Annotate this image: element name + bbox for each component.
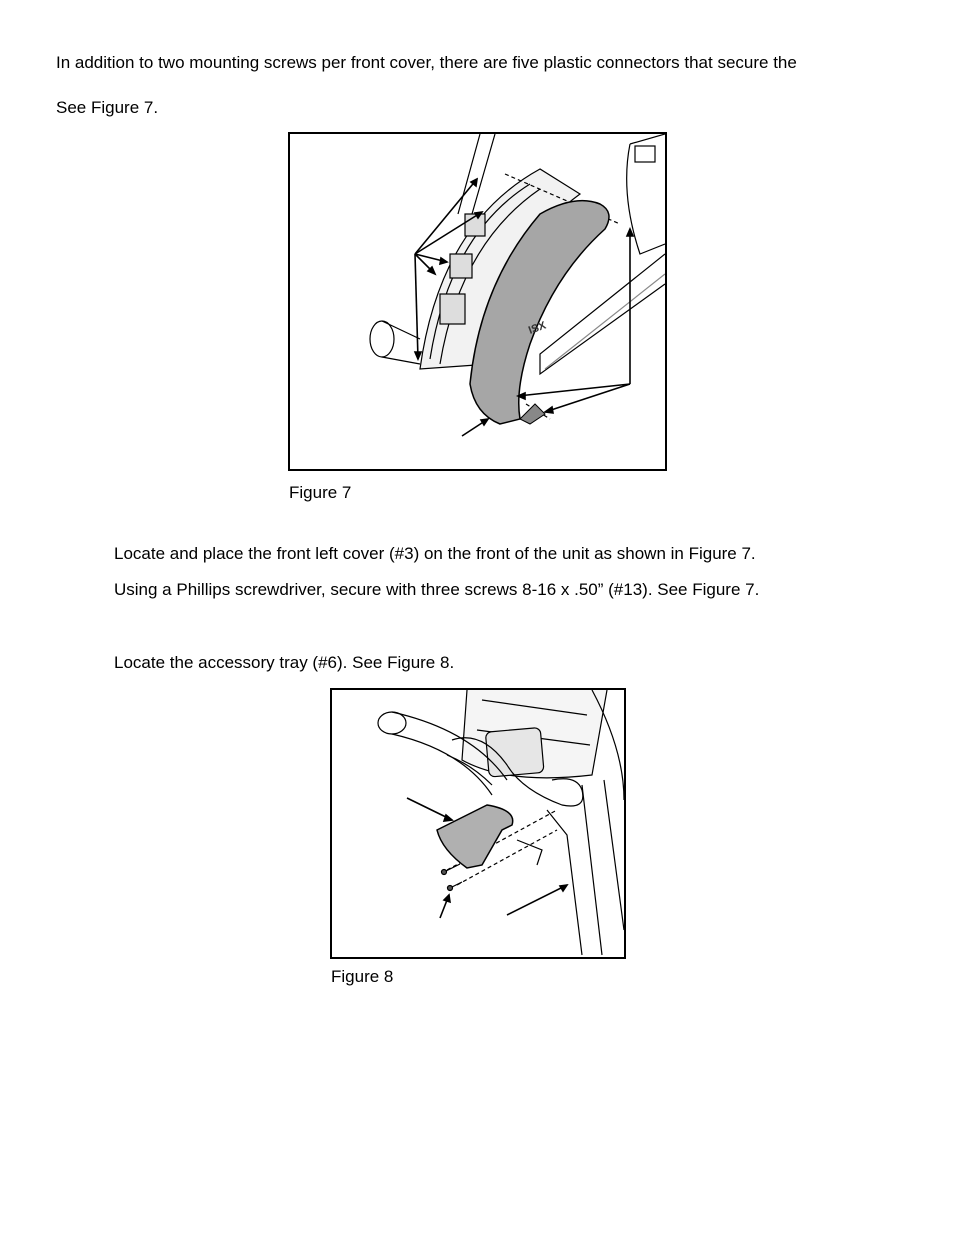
step-place-cover: Locate and place the front left cover (#3) on the front of the unit as shown in Figure 7. <box>114 544 756 563</box>
intro-line-1: In addition to two mounting screws per front cover, there are five plastic connectors that secure the <box>56 53 797 72</box>
brand-logo-text: ISX <box>526 319 548 337</box>
accessory-tray-part <box>437 805 513 868</box>
figure-8-caption: Figure 8 <box>331 967 394 986</box>
step-secure-screws: Using a Phillips screwdriver, secure with three screws 8-16 x .50” (#13). See Figure 7. <box>114 580 760 599</box>
bike-front-cover-drawing <box>290 134 665 469</box>
intro-line-2: See Figure 7. <box>56 98 159 117</box>
figure-7-caption: Figure 7 <box>289 483 352 502</box>
accessory-tray-drawing <box>332 690 624 957</box>
figure-8-illustration <box>330 688 626 959</box>
step-locate-tray: Locate the accessory tray (#6). See Figure 8. <box>114 653 455 672</box>
figure-7-illustration <box>288 132 667 471</box>
